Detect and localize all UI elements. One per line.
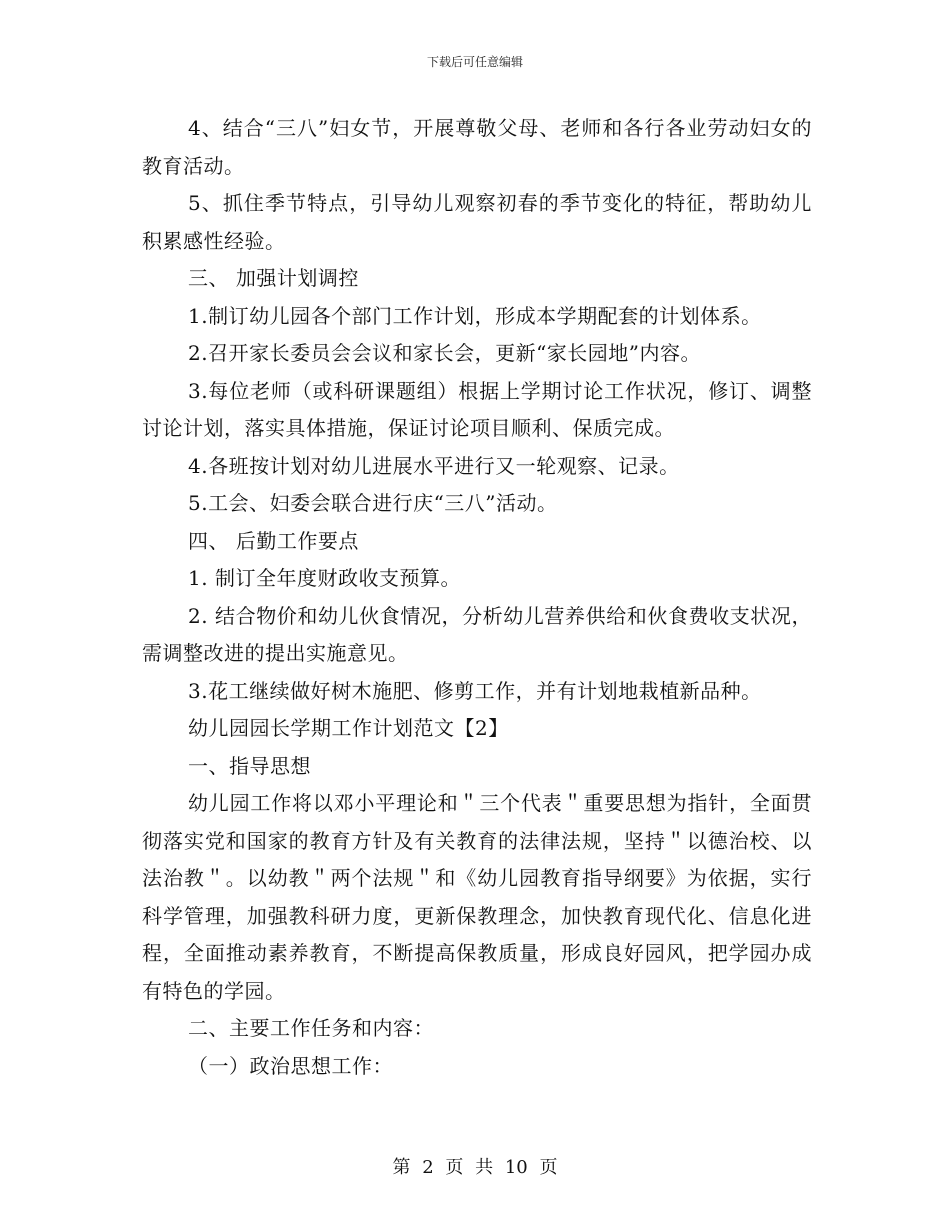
list-item-union-activity: 5.工会、妇委会联合进行庆“三八”活动。 [188, 491, 558, 515]
page-footer-page-number: 第 2 页 共 10 页 [392, 1157, 558, 1178]
page-header-note: 下载后可任意编辑 [426, 55, 523, 69]
list-item-meal-analysis: 2. 结合物价和幼儿伙食情况，分析幼儿营养供给和伙食费收支状况，需调整改进的提出实施意见。 [142, 603, 812, 665]
article-title-sample-2: 幼儿园园长学期工作计划范文【2】 [188, 716, 509, 740]
subsection-heading-political-work: （一）政治思想工作： [188, 1053, 393, 1078]
list-item-class-observation: 4.各班按计划对幼儿进展水平进行又一轮观察、记录。 [188, 453, 680, 478]
section-heading-logistics: 四、 后勤工作要点 [188, 528, 359, 553]
paragraph-guiding-ideology: 幼儿园工作将以邓小平理论和＂三个代表＂重要思想为指针，全面贯彻落实党和国家的教育方针及有关教育的法律法规，坚持＂以德治校、以法治教＂。以幼教＂两个法规＂和《幼儿园教育指导纲要》为依据，实行科学管理，加强教科研力度，更新保教理念，加快教育现代化、信息化进程，全面推动素养教育，不断提高保教质量，形成良好园风，把学园办成有特色的学园。 [142, 791, 812, 1003]
list-item-department-plans: 1.制订幼儿园各个部门工作计划，形成本学期配套的计划体系。 [188, 303, 762, 328]
paragraph-season-observation: 5、抓住季节特点，引导幼儿观察初春的季节变化的特征，帮助幼儿积累感性经验。 [142, 191, 812, 253]
paragraph-womens-day-education: 4、结合“三八”妇女节，开展尊敬父母、老师和各行各业劳动妇女的教育活动。 [142, 116, 812, 178]
document-body [142, 110, 812, 1085]
list-item-research-plan: 3.每位老师（或科研课题组）根据上学期讨论工作状况，修订、调整讨论计划，落实具体措施，保证讨论项目顺利、保质完成。 [142, 378, 812, 440]
section-heading-plan-control: 三、 加强计划调控 [188, 266, 359, 290]
section-heading-main-tasks: 二、主要工作任务和内容： [188, 1016, 434, 1040]
list-item-parent-committee: 2.召开家长委员会会议和家长会，更新“家长园地”内容。 [188, 341, 702, 365]
section-heading-guiding-ideology: 一、指导思想 [188, 753, 311, 778]
list-item-budget: 1. 制订全年度财政收支预算。 [188, 566, 461, 590]
list-item-gardening: 3.花工继续做好树木施肥、修剪工作，并有计划地栽植新品种。 [188, 678, 762, 703]
